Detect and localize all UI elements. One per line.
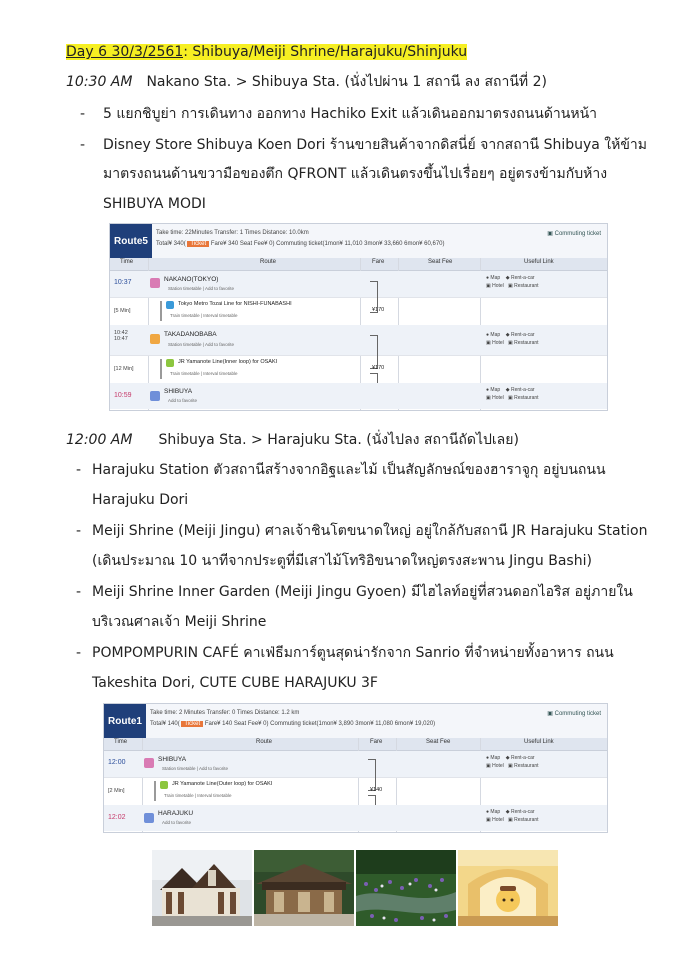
day-heading <box>66 42 467 62</box>
route-row <box>110 355 607 384</box>
station-name[interactable]: TAKADANOBABA <box>164 331 217 338</box>
route-row <box>110 271 607 298</box>
useful-links[interactable]: ● Map ◆ Rent-a-car ▣ Hotel ▣ Restaurant <box>486 387 539 401</box>
bullet-dash: - <box>76 584 82 600</box>
segment-2-bullet-4-line-1: POMPOMPURIN CAFÉ คาเฟ่ธีมการ์ตูนสุดน่ารักจาก Sanrio ที่จำหน่ายทั้งอาหาร ถนน <box>92 645 614 661</box>
segment-1-header <box>66 72 547 92</box>
route-total: Total¥ 340( <box>156 241 186 247</box>
station-name[interactable]: SHIBUYA <box>164 388 193 395</box>
segment-2-route: Shibuya Sta. > Harajuku Sta. (นั่งไปลง สถานีถัดไปเลย) <box>158 432 519 448</box>
segment-1-bullet-2-line-2: มาตรงถนนด้านขวามือของตึก QFRONT แล้วเดินตรงขึ้นไปเรื่อยๆ อยู่ตรงข้ามกับห้าง <box>103 166 608 182</box>
station-name[interactable]: HARAJUKU <box>158 810 194 817</box>
ticket-badge: Ticket <box>181 721 203 727</box>
route-summary-bar <box>104 704 607 739</box>
segment-2-bullet-4-line-2: Takeshita Dori, CUTE CUBE HARAJUKU 3F <box>92 675 378 691</box>
iris-garden-photo <box>356 850 456 926</box>
route-tag: Route5 <box>110 224 152 258</box>
station-links[interactable]: Add to favorite <box>162 820 192 825</box>
line-links[interactable]: Train timetable | Interval timetable <box>170 371 238 376</box>
train-station-icon <box>150 334 160 344</box>
fare-value: ¥170 <box>372 365 385 371</box>
route-column-headers <box>104 738 607 751</box>
segment-2-time: 12:00 AM <box>66 432 133 448</box>
bullet-dash: - <box>76 645 82 661</box>
line-name[interactable]: JR Yamanote Line(Inner loop) for OSAKI <box>178 359 278 365</box>
fare-value: ¥170 <box>372 307 385 313</box>
col-time: Time <box>114 739 128 745</box>
bullet-dash: - <box>76 462 82 478</box>
segment-2-bullet-2-line-2: (เดินประมาณ 10 นาทีจากประตูที่มีเสาไม้โทริอิขนาดใหญ่ตรงสะพาน Jingu Bashi) <box>92 553 592 569</box>
meiji-shrine-photo <box>254 850 354 926</box>
day-places: : Shibuya/Meiji Shrine/Harajuku/Shinjuku <box>183 44 468 60</box>
col-seat-fee: Seat Fee <box>426 739 451 745</box>
route-row <box>104 751 607 778</box>
segment-1-route: Nakano Sta. > Shibuya Sta. (นั่งไปผ่าน 1 สถานี ลง สถานีที่ 2) <box>146 74 547 90</box>
route-fare-detail: Fare¥ 140 Seat Fee¥ 0) Commuting ticket(1mon¥ 3,890 3mon¥ 11,080 6mon¥ 19,020) <box>204 721 436 727</box>
segment-2-bullet-3-line-1: Meiji Shrine Inner Garden (Meiji Jingu Gyoen) มีไฮไลท์อยู่ที่สวนดอกไอริส อยู่ภายใน <box>92 584 633 600</box>
useful-links[interactable]: ● Map ◆ Rent-a-car ▣ Hotel ▣ Restaurant <box>486 275 539 289</box>
line-links[interactable]: Train timetable | Interval timetable <box>170 313 238 318</box>
useful-links[interactable]: ● Map ◆ Rent-a-car ▣ Hotel ▣ Restaurant <box>486 755 539 769</box>
col-time: Time <box>120 259 134 265</box>
bullet-dash: - <box>80 106 86 122</box>
col-fare: Fare <box>370 739 383 745</box>
station-name[interactable]: NAKANO(TOKYO) <box>164 276 219 283</box>
route-summary-line-1: Take time: 22Minutes Transfer: 1 Times Distance: 10.0km <box>156 230 309 236</box>
useful-links[interactable]: ● Map ◆ Rent-a-car ▣ Hotel ▣ Restaurant <box>486 809 539 823</box>
station-links[interactable]: Station timetable | Add to favorite <box>162 766 228 771</box>
col-useful-link: Useful Link <box>524 739 554 745</box>
day-label: Day 6 30/3/2561 <box>66 44 184 60</box>
row-time: 12:02 <box>108 814 126 821</box>
train-station-icon <box>150 278 160 288</box>
harajuku-station-photo <box>152 850 252 926</box>
commuting-ticket-link[interactable]: ▣ Commuting ticket <box>547 711 601 717</box>
row-time: 12:00 <box>108 759 126 766</box>
route-row <box>110 325 607 356</box>
segment-2-bullet-1-line-1: Harajuku Station ตัวสถานีสร้างจากอิฐและไม้ เป็นสัญลักษณ์ของฮาราจูกุ อยู่บนถนน <box>92 462 606 478</box>
train-station-icon <box>144 813 154 823</box>
row-time: 10:37 <box>114 279 132 286</box>
col-fare: Fare <box>372 259 385 265</box>
route-summary-line-2 <box>156 239 445 250</box>
col-seat-fee: Seat Fee <box>428 259 453 265</box>
route-table-2 <box>103 703 608 833</box>
row-time: [12 Min] <box>114 366 134 372</box>
useful-links[interactable]: ● Map ◆ Rent-a-car ▣ Hotel ▣ Restaurant <box>486 332 539 346</box>
segment-2-bullet-3-line-2: บริเวณศาลเจ้า Meiji Shrine <box>92 614 267 630</box>
station-links[interactable]: Station timetable | Add to favorite <box>168 286 234 291</box>
route-row <box>104 805 607 831</box>
route-column-headers <box>110 258 607 271</box>
route-summary <box>156 228 445 250</box>
train-station-icon <box>144 758 154 768</box>
route-tag: Route1 <box>104 704 146 738</box>
route-total: Total¥ 140( <box>150 721 180 727</box>
segment-1-bullet-1-line-1: 5 แยกชิบูย่า การเดินทาง ออกทาง Hachiko Exit แล้วเดินออกมาตรงถนนด้านหน้า <box>103 106 598 122</box>
train-line-icon <box>160 781 168 789</box>
fare-value: ¥140 <box>370 787 383 793</box>
route-summary <box>150 708 435 730</box>
segment-2-header <box>66 430 519 450</box>
route-summary-line-2 <box>150 719 435 730</box>
fare-bracket <box>370 335 378 369</box>
segment-1-bullet-2-line-1: Disney Store Shibuya Koen Dori ร้านขายสินค้าจากดิสนี่ย์ จากสถานี Shibuya ให้ข้าม <box>103 137 648 153</box>
route-row <box>110 383 607 409</box>
col-route: Route <box>256 739 273 745</box>
route-row <box>110 297 607 326</box>
segment-1-time: 10:30 AM <box>66 74 133 90</box>
row-time: [5 Min] <box>114 308 131 314</box>
row-time: 10:42 10:47 <box>114 330 128 342</box>
pompompurin-cafe-photo <box>458 850 558 926</box>
route-summary-bar <box>110 224 607 259</box>
train-station-icon <box>150 391 160 401</box>
row-time: 10:59 <box>114 392 132 399</box>
route-table-1 <box>109 223 608 411</box>
commuting-ticket-link[interactable]: ▣ Commuting ticket <box>547 231 601 237</box>
line-links[interactable]: Train timetable | Interval timetable <box>164 793 232 798</box>
segment-2-bullet-1-line-2: Harajuku Dori <box>92 492 189 508</box>
station-links[interactable]: Station timetable | Add to favorite <box>168 342 234 347</box>
line-name[interactable]: Tokyo Metro Tozai Line for NISHI-FUNABASHI <box>178 301 292 307</box>
segment-1-bullet-2-line-3: SHIBUYA MODI <box>103 196 206 212</box>
train-line-icon <box>166 301 174 309</box>
row-time: [2 Min] <box>108 788 125 794</box>
route-summary-line-1: Take time: 2 Minutes Transfer: 0 Times Distance: 1.2 km <box>150 710 300 716</box>
col-route: Route <box>260 259 277 265</box>
station-links[interactable]: Add to favorite <box>168 398 198 403</box>
train-line-icon <box>166 359 174 367</box>
route-fare-detail: Fare¥ 340 Seat Fee¥ 0) Commuting ticket(1mon¥ 11,010 3mon¥ 33,660 6mon¥ 60,670) <box>210 241 445 247</box>
station-name[interactable]: SHIBUYA <box>158 756 187 763</box>
segment-2-bullet-2-line-1: Meiji Shrine (Meiji Jingu) ศาลเจ้าชินโตขนาดใหญ่ อยู่ใกล้กับสถานี JR Harajuku Station <box>92 523 648 539</box>
ticket-badge: Ticket <box>187 241 209 247</box>
bullet-dash: - <box>80 137 86 153</box>
route-row <box>104 777 607 806</box>
line-name[interactable]: JR Yamanote Line(Outer loop) for OSAKI <box>172 781 273 787</box>
col-useful-link: Useful Link <box>524 259 554 265</box>
bullet-dash: - <box>76 523 82 539</box>
